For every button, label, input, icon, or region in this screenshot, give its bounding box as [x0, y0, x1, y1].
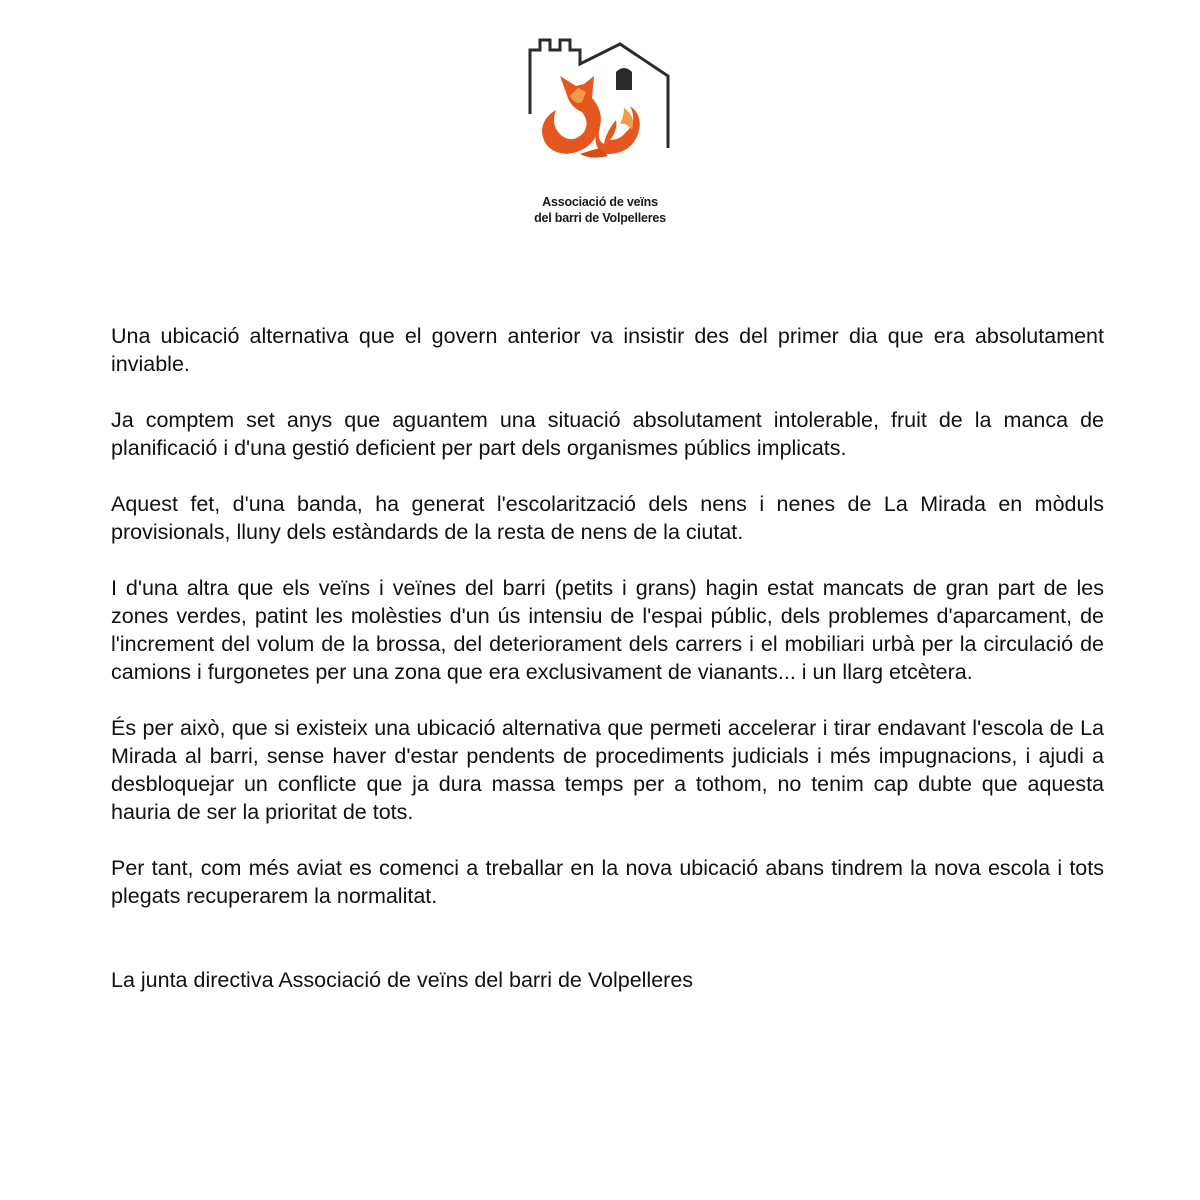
castle-fox-emblem-icon	[520, 36, 680, 186]
association-logo	[520, 36, 680, 232]
paragraph-2: Ja comptem set anys que aguantem una situació absolutament intolerable, fruit de la manca de planificació i d'una gestió deficient per part dels organismes públics implicats.	[111, 408, 1104, 460]
paragraph-6: Per tant, com més aviat es comenci a treballar en la nova ubicació abans tindrem la nova escola i tots plegats recuperarem la normalitat.	[111, 856, 1104, 908]
logo-org-name-line1: Associació de veïns	[542, 195, 658, 209]
signature: La junta directiva Associació de veïns del barri de Volpelleres	[111, 968, 694, 992]
paragraph-3: Aquest fet, d'una banda, ha generat l'escolarització dels nens i nenes de La Mirada en mòduls provisionals, lluny dels estàndards de la resta de nens de la ciutat.	[111, 492, 1104, 544]
letter-body	[111, 322, 1104, 1016]
logo-org-name-line2: del barri de Volpelleres	[534, 211, 666, 225]
paragraph-4: I d'una altra que els veïns i veïnes del barri (petits i grans) hagin estat mancats de gran part de les zones verdes, patint les molèsties d'un ús intensiu de l'espai públic, dels problemes d'aparcament, de l'increment del volum de la brossa, del deteriorament dels carrers i el mobiliari urbà per la circulació de camions i furgonetes per una zona que era exclusivament de vianants... i un llarg etcètera.	[111, 576, 1104, 684]
paragraph-1: Una ubicació alternativa que el govern anterior va insistir des del primer dia que era absolutament inviable.	[111, 324, 1104, 376]
paragraph-5: És per això, que si existeix una ubicació alternativa que permeti accelerar i tirar endavant l'escola de La Mirada al barri, sense haver d'estar pendents de procediments judicials i més impugnacions, i ajudi a desbloquejar un conflicte que ja dura massa temps per a tothom, no tenim cap dubte que aquesta hauria de ser la prioritat de tots.	[111, 716, 1104, 824]
